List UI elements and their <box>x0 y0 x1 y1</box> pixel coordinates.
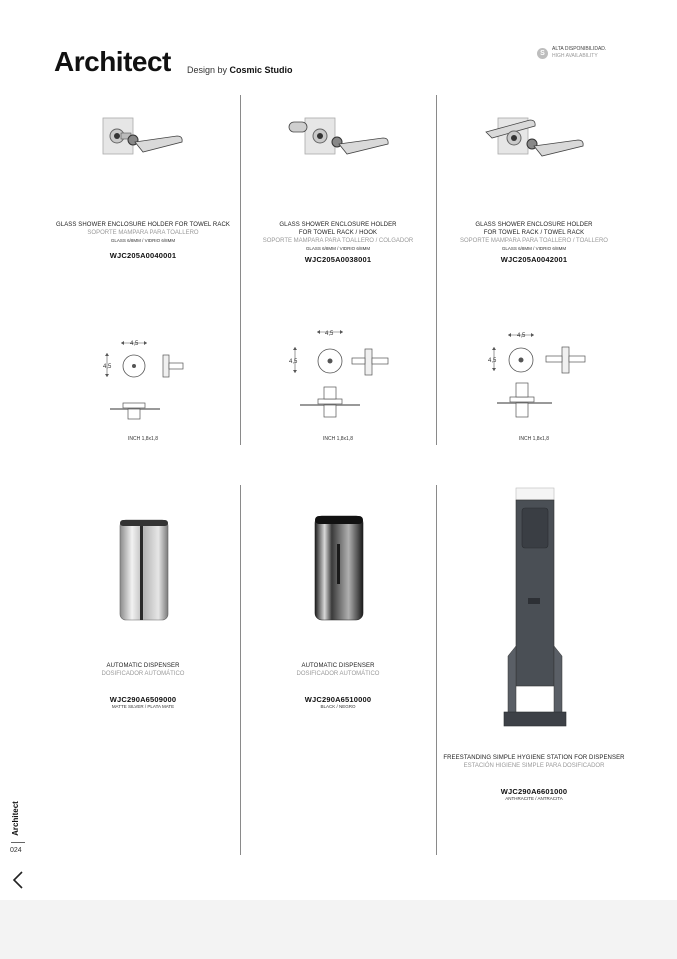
viewer-footer <box>0 900 677 959</box>
product-info <box>240 662 436 710</box>
product-info <box>436 221 632 264</box>
imperial-dimension: INCH 1,8x1,8 <box>322 436 353 442</box>
height-dimension: 4,5 <box>289 359 298 365</box>
product-code: WJC205A0040001 <box>109 251 177 260</box>
side-collection-label: Architect <box>10 801 20 836</box>
product-code: WJC290A6601000 <box>500 787 568 796</box>
hook-holder-icon <box>285 112 395 172</box>
design-credit <box>187 65 293 75</box>
product-title: FOR TOWEL RACK / HOOK <box>298 230 378 236</box>
product-info <box>436 754 632 802</box>
column-divider <box>240 95 241 445</box>
collection-title: Architect <box>54 46 171 77</box>
width-dimension: 4,5 <box>325 331 334 337</box>
product-subtitle: ESTACIÓN HIGIENE SIMPLE PARA DOSIFICADOR <box>463 763 605 769</box>
width-dimension: 4,5 <box>130 341 139 347</box>
product-title: AUTOMATIC DISPENSER <box>106 663 180 669</box>
product-subtitle: DOSIFICADOR AUTOMÁTICO <box>101 671 185 677</box>
product-code: WJC205A0038001 <box>304 255 372 264</box>
width-dimension: 4,5 <box>517 333 526 339</box>
black-dispenser-icon <box>313 514 365 624</box>
product-subtitle: SOPORTE MAMPARA PARA TOALLERO <box>87 230 199 236</box>
product-finish: ANTHRACITE / ANTRACITA <box>505 796 563 801</box>
imperial-dimension: INCH 1,8x1,8 <box>127 436 158 442</box>
hygiene-station-icon <box>502 486 568 731</box>
technical-drawing <box>482 325 592 425</box>
height-dimension: 4,5 <box>103 364 112 370</box>
product-title: GLASS SHOWER ENCLOSURE HOLDER FOR TOWEL RACK <box>56 222 230 228</box>
page-number: 024 <box>10 847 22 854</box>
product-title: FOR TOWEL RACK / TOWEL RACK <box>483 230 585 236</box>
design-by-label: Design by <box>187 65 228 75</box>
availability-es: ALTA DISPONIBILIDAD. <box>552 46 607 52</box>
technical-drawing <box>95 335 195 425</box>
product-info <box>45 221 241 260</box>
silver-dispenser-icon <box>118 518 170 624</box>
collection-side-tab <box>10 800 26 840</box>
product-spec: GLASS 6/8MM / VIDRIO 6/8MM <box>110 238 176 243</box>
technical-drawing <box>285 325 395 425</box>
product-finish: BLACK / NEGRO <box>320 704 356 709</box>
product-code: WJC205A0042001 <box>500 255 568 264</box>
product-title: GLASS SHOWER ENCLOSURE HOLDER <box>279 222 397 228</box>
product-info <box>45 662 241 710</box>
side-divider <box>11 842 25 843</box>
product-title: GLASS SHOWER ENCLOSURE HOLDER <box>475 222 593 228</box>
availability-legend <box>537 46 606 60</box>
product-spec: GLASS 6/8MM / VIDRIO 6/8MM <box>305 246 371 251</box>
column-divider <box>436 95 437 445</box>
imperial-dimension: INCH 1,8x1,8 <box>518 436 549 442</box>
availability-en: HIGH AVAILABILITY <box>552 53 598 59</box>
product-subtitle: DOSIFICADOR AUTOMÁTICO <box>296 671 380 677</box>
height-dimension: 4,5 <box>488 358 497 364</box>
product-code: WJC290A6510000 <box>304 695 372 704</box>
designer-name: Cosmic Studio <box>229 65 293 75</box>
product-info <box>240 221 436 264</box>
product-subtitle: SOPORTE MAMPARA PARA TOALLERO / COLGADOR <box>262 238 414 244</box>
product-spec: GLASS 6/8MM / VIDRIO 6/8MM <box>501 246 567 251</box>
chevron-left-icon[interactable] <box>11 870 25 890</box>
towel-rack-holder-icon <box>95 112 190 172</box>
product-title: AUTOMATIC DISPENSER <box>301 663 375 669</box>
availability-icon: S <box>537 48 548 59</box>
double-rack-holder-icon <box>482 112 592 172</box>
product-finish: MATTE SILVER / PLATA MATE <box>111 704 175 709</box>
product-subtitle: SOPORTE MAMPARA PARA TOALLERO / TOALLERO <box>460 238 608 244</box>
product-title: FREESTANDING SIMPLE HYGIENE STATION FOR DISPENSER <box>443 755 625 761</box>
product-code: WJC290A6509000 <box>109 695 177 704</box>
